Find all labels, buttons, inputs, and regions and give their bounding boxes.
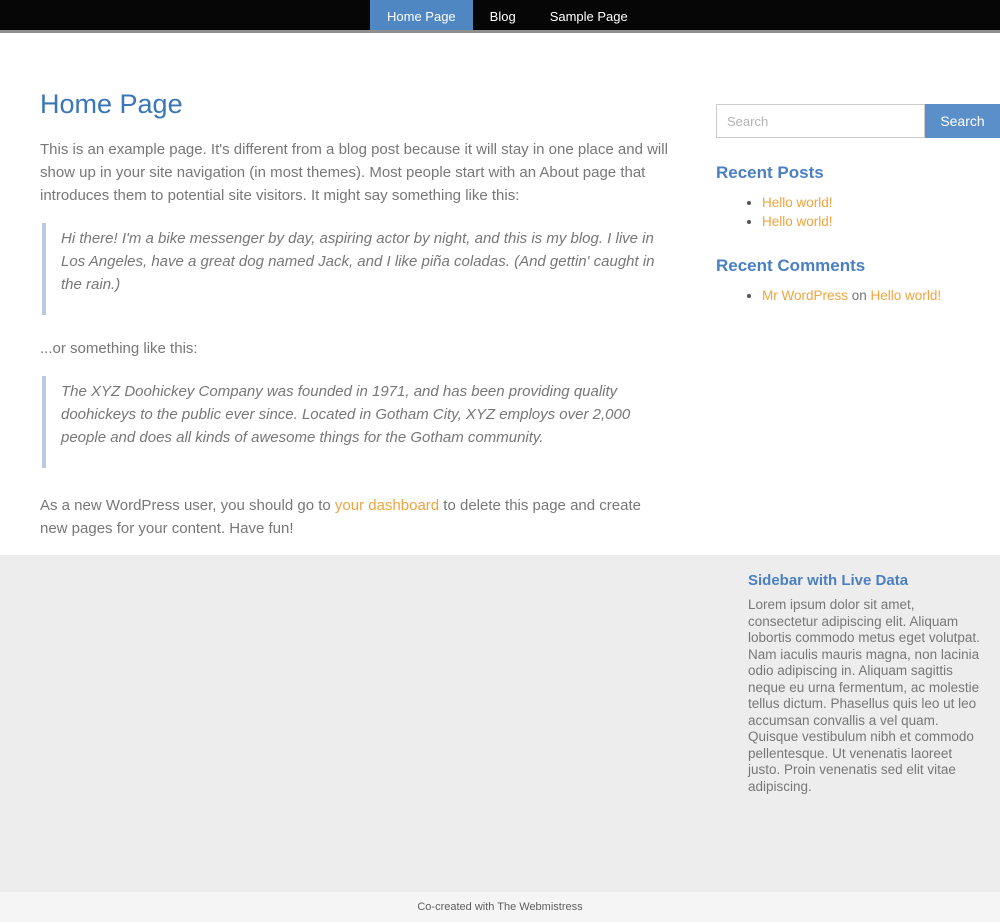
intro-paragraph: This is an example page. It's different from a blog post because it will stay in one place and will show up in your site navigation (in most themes). Most people start with an About page that introduces them to potential site visitors. It might say something like this: [40, 141, 668, 204]
list-item [762, 286, 985, 305]
nav-item-home-page[interactable]: Home Page [370, 0, 473, 30]
top-nav [0, 0, 1000, 33]
search-form [716, 104, 1000, 138]
page-title: Home Page [40, 89, 183, 119]
search-input[interactable] [716, 104, 925, 138]
dashboard-paragraph [40, 494, 670, 540]
dashboard-paragraph-before: As a new WordPress user, you should go to [40, 497, 335, 514]
recent-post-link[interactable]: Hello world! [762, 195, 833, 210]
live-data-widget [748, 555, 985, 795]
list-item [762, 193, 985, 212]
comment-separator: on [848, 288, 871, 303]
recent-comments-title: Recent Comments [716, 256, 866, 275]
recent-comments-widget [716, 256, 985, 305]
search-button[interactable]: Search [925, 104, 1000, 138]
footer-credit: Co-created with The Webmistress [417, 901, 583, 913]
main-section [0, 33, 1000, 555]
nav-item-sample-page[interactable]: Sample Page [549, 9, 628, 24]
your-dashboard-link[interactable]: your dashboard [334, 497, 440, 514]
comment-post-link[interactable]: Hello world! [870, 288, 942, 303]
recent-posts-widget [716, 163, 985, 231]
site-footer [0, 892, 1000, 922]
sidebar [716, 33, 1000, 305]
blockquote-text: The XYZ Doohickey Company was founded in 1971, and has been providing quality doohickeys to the public ever since. Located in Gotham City, XYZ employs over 2,000 people and does all kinds of awesome things for the Gotham community. [61, 383, 631, 446]
list-item [762, 212, 985, 231]
recent-posts-list [762, 193, 985, 231]
live-data-widget-title: Sidebar with Live Data [748, 572, 909, 589]
or-something-paragraph: ...or something like this: [40, 340, 198, 357]
nav-menu [370, 0, 645, 30]
live-data-widget-text: Lorem ipsum dolor sit amet, consectetur adipiscing elit. Aliquam lobortis commodo metus eget volutpat. Nam iaculis mauris magna, non lacinia odio adipiscing in. Aliquam sagittis neque eu urna fermentum, ac molestie tellus dictum. Phasellus quis leo ut leo accumsan convallis a vel quam. Quisque vestibulum nibh et commodo pellentesque. Ut venenatis laoreet justo. Proin venenatis sed elit vitae adipiscing. [748, 597, 980, 794]
blockquote-text: Hi there! I'm a bike messenger by day, aspiring actor by night, and this is my blog. I live in Los Angeles, have a great dog named Jack, and I like piña coladas. (And gettin' caught in the rain.) [61, 230, 655, 293]
blockquote-xyz-doohickey [42, 376, 670, 468]
content-column [40, 33, 670, 555]
comment-author-link[interactable]: Mr WordPress [762, 288, 849, 303]
recent-comments-list [762, 286, 985, 305]
nav-item-blog[interactable]: Blog [489, 9, 516, 24]
recent-post-link[interactable]: Hello world! [762, 214, 833, 229]
footer-widget-area [0, 555, 1000, 892]
dashboard-paragraph-after: to delete this page and create new pages for your content. Have fun! [40, 497, 641, 537]
blockquote-bike-messenger [42, 223, 670, 315]
recent-posts-title: Recent Posts [716, 163, 824, 182]
